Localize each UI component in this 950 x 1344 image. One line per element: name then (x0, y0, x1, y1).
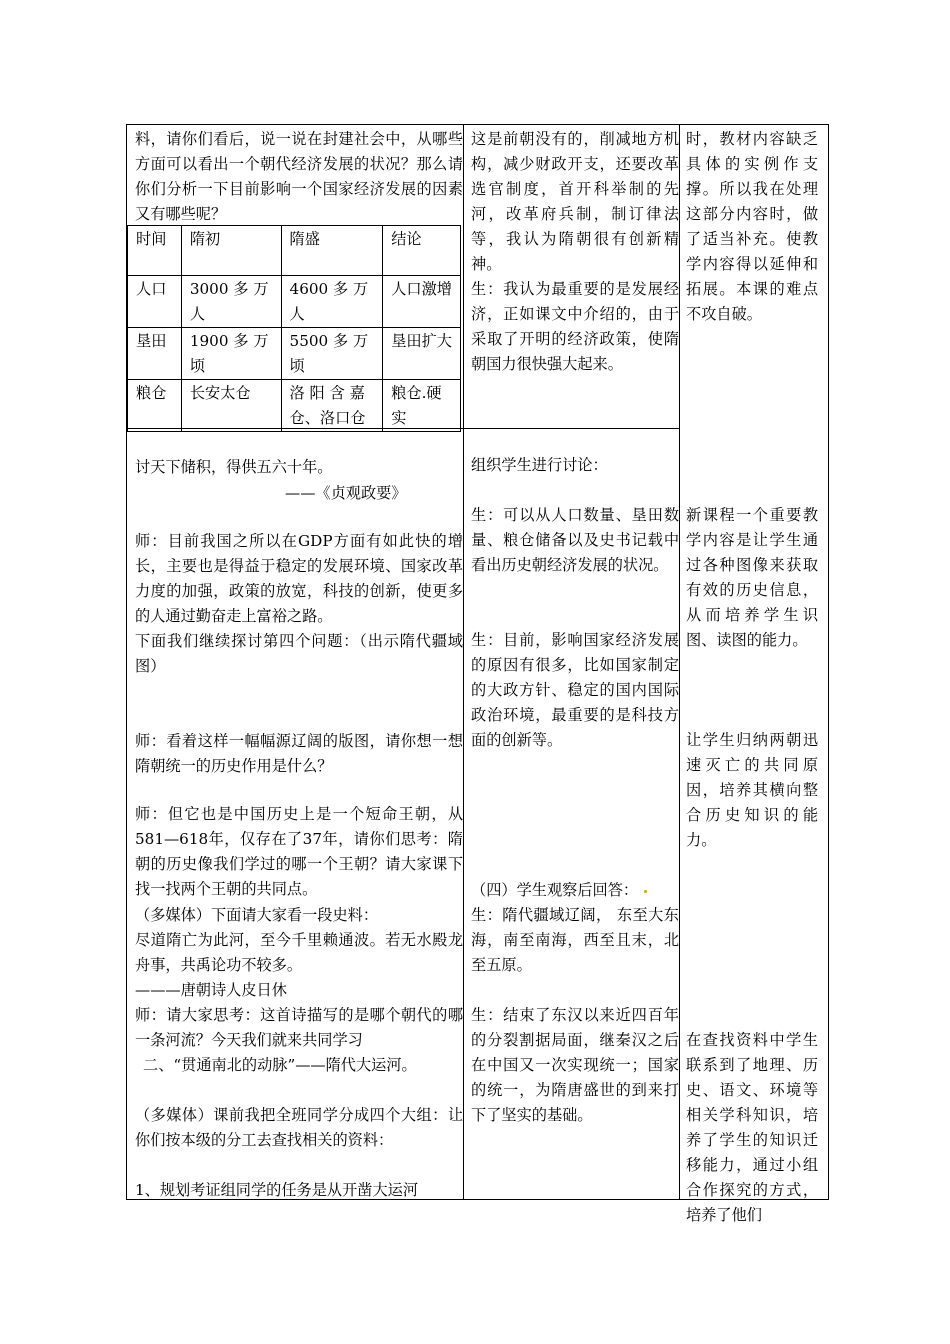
column-divider (679, 125, 680, 1199)
quote-text: 讨天下储积，得供五六十年。 (135, 458, 333, 476)
table-cell: 洛 阳 含 嘉仓、洛口仓 (281, 380, 383, 432)
student-answer: 生：我认为最重要的是发展经济，正如课文中介绍的，由于采取了开明的经济政策，使隋朝国力很快强大起来。 (471, 280, 679, 373)
student-answer: 生：可以从人口数量、垦田数量、粮仓储备以及史书记载中看出历史朝经济发展的状况。 (471, 506, 679, 574)
lesson-plan-table (126, 124, 829, 1224)
rationale-text: 新课程一个重要教学内容是让学生通过各种图像来获取有效的历史信息，从而培养学生识图、读图的能力。 (686, 506, 818, 649)
table-cell: 4600 多 万人 (281, 276, 383, 328)
table-header: 时间 (128, 226, 182, 276)
table-cell: 垦田 (128, 328, 182, 380)
table-header: 隋盛 (281, 226, 383, 276)
poem-source: ———唐朝诗人皮日休 (135, 981, 287, 999)
rationale-text: 让学生归纳两朝迅速灭亡的共同原因，培养其横向整合历史知识的能力。 (686, 731, 818, 849)
paragraph: 师：请大家思考：这首诗描写的是哪个朝代的哪一条河流？今天我们就来共同学习 (135, 1006, 463, 1049)
column-divider (463, 125, 464, 1199)
activity-note (471, 878, 679, 903)
table-cell: 3000 多 万人 (181, 276, 281, 328)
quote-source: ——《贞观政要》 (285, 484, 407, 502)
section-heading: 二、“贯通南北的动脉”——隋代大运河。 (143, 1056, 417, 1074)
marker-dot (644, 890, 647, 893)
economy-table (127, 225, 461, 432)
row-divider (463, 428, 679, 429)
table-cell: 长安太仓 (181, 380, 281, 432)
paragraph: 1、规划考证组同学的任务是从开凿大运河 (135, 1181, 419, 1199)
rationale-text: 在查找资料中学生联系到了地理、历史、语文、环境等相关学科知识，培养了学生的知识迁移能力，通过小组合作探究的方式，培养了他们 (686, 1031, 818, 1224)
table-header: 结论 (383, 226, 461, 276)
poem-text: 尽道隋亡为此河，至今千里赖通波。若无水殿龙舟事，共禹论功不较多。 (135, 931, 463, 974)
student-answer: 这是前朝没有的，削减地方机构，减少财政开支，还要改革选官制度，首开科举制的先河，改革府兵制，制订律法等，我认为隋朝很有创新精神。 (471, 130, 679, 273)
paragraph: （多媒体）下面请大家看一段史料： (135, 906, 378, 924)
paragraph: 师：但它也是中国历史上是一个短命王朝，从581—618年，仅存在了37年，请你们思考：隋朝的历史像我们学过的哪一个王朝？请大家课下找一找两个王朝的共同点。 (135, 805, 463, 898)
table-cell: 粮仓.硬实 (383, 380, 461, 432)
table-cell: 1900 多 万顷 (181, 328, 281, 380)
student-answer: 生：隋代疆域辽阔， 东至大东海，南至南海，西至且末，北至五原。 (471, 906, 679, 974)
table-header: 隋初 (181, 226, 281, 276)
activity-note: 组织学生进行讨论： (471, 456, 608, 474)
table-cell: 人口激增 (383, 276, 461, 328)
student-answer: 生：结束了东汉以来近四百年的分裂割据局面，继秦汉之后在中国又一次实现统一；国家的统一，为隋唐盛世的到来打下了坚实的基础。 (471, 1006, 679, 1124)
paragraph: 下面我们继续探讨第四个问题：（出示隋代疆域图） (135, 632, 463, 675)
paragraph: 师：目前我国之所以在GDP方面有如此快的增长，主要也是得益于稳定的发展环境、国家改革力度的加强，政策的放宽，科技的创新，使更多的人通过勤奋走上富裕之路。 (135, 532, 463, 625)
table-cell: 粮仓 (128, 380, 182, 432)
table-cell: 垦田扩大 (383, 328, 461, 380)
paragraph: 师：看着这样一幅幅源辽阔的版图，请你想一想隋朝统一的历史作用是什么？ (135, 732, 463, 775)
intro-text: 料，请你们看后，说一说在封建社会中，从哪些方面可以看出一个朝代经济发展的状况？那么请你们分析一下目前影响一个国家经济发展的因素又有哪些呢？ (135, 130, 463, 223)
rationale-text: 时，教材内容缺乏具体的实例作支撑。所以我在处理这部分内容时，做了适当补充。使教学内容得以延伸和拓展。本课的难点不攻自破。 (686, 130, 818, 323)
table-cell: 5500 多 万顷 (281, 328, 383, 380)
table-cell: 人口 (128, 276, 182, 328)
activity-note-text: （四）学生观察后回答： (471, 881, 639, 899)
paragraph: （多媒体）课前我把全班同学分成四个大组：让你们按本级的分工去查找相关的资料： (135, 1106, 463, 1149)
student-answer: 生：目前，影响国家经济发展的原因有很多，比如国家制定的大政方针、稳定的国内国际政治环境，最重要的是科技方面的创新等。 (471, 631, 679, 749)
